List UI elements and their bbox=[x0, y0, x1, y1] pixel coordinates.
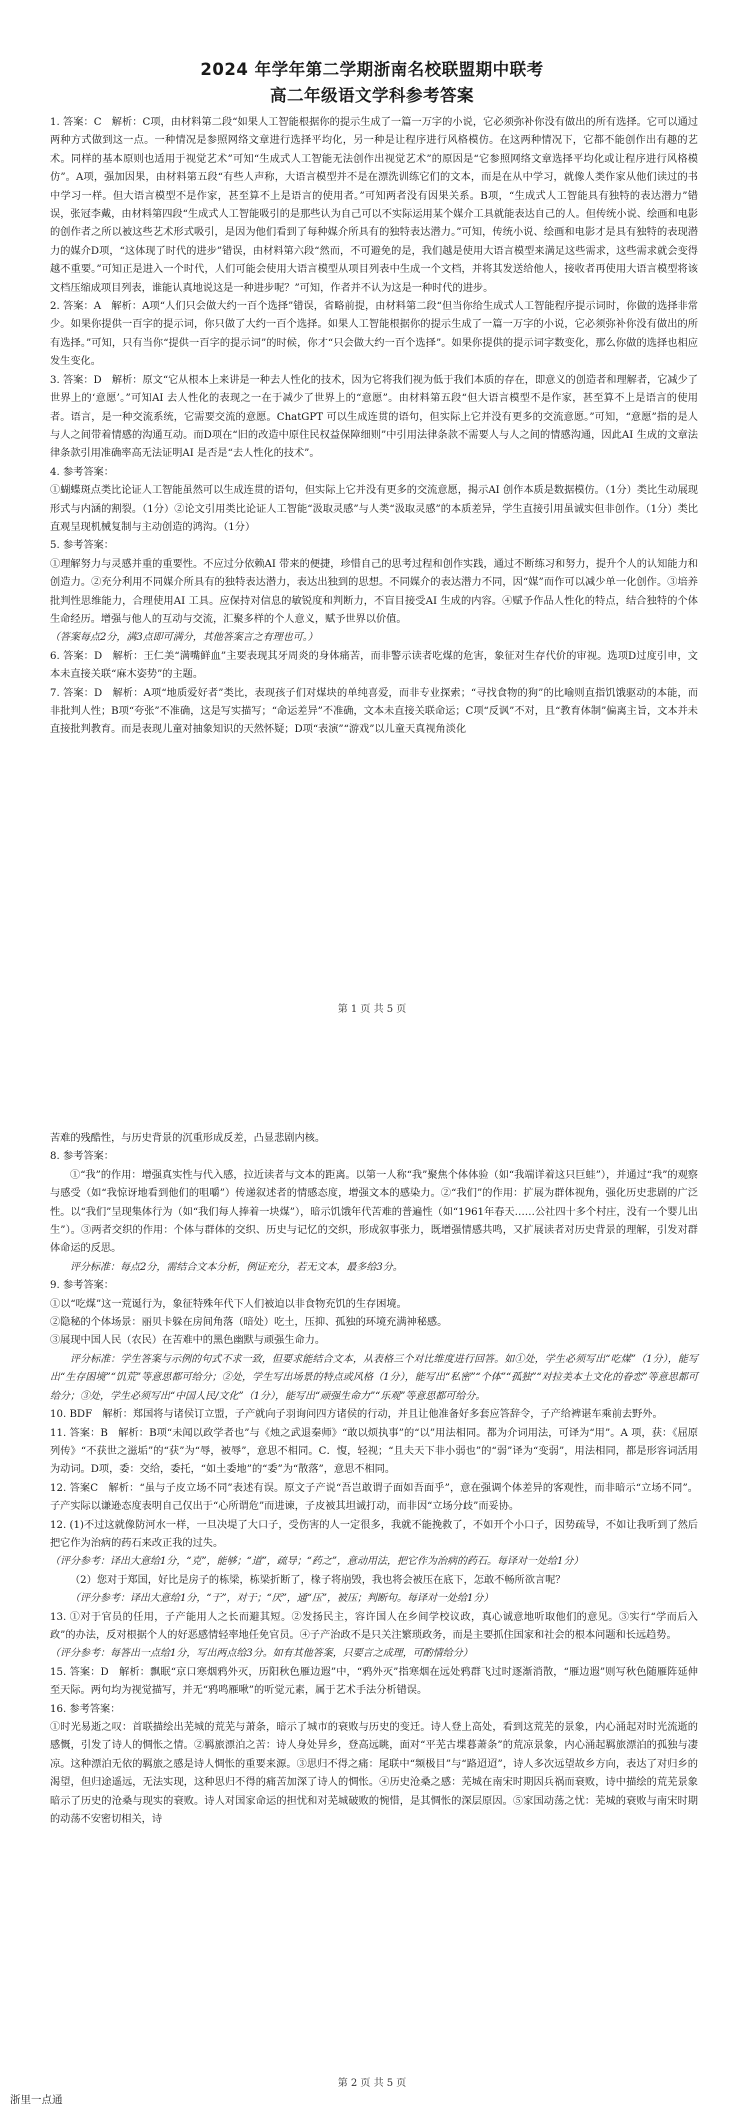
answer-q10: 10. BDF 解析：郑国将与诸侯订立盟，子产就向子羽询问四方诸侯的行动，并且让他准备好多套应答辞令，子产给裨谌车乘前去野外。 bbox=[50, 1409, 663, 1421]
page-2 bbox=[0, 1130, 744, 2070]
answer-q16-heading: 16. 参考答案： bbox=[50, 1703, 121, 1715]
answer-q2: 2. 答案：A 解析：A项“人们只会做大约一百个选择”错误，省略前提，由材料第二段“但当你给生成式人工智能程序提示词时，你做的选择非常少。如果你提供一百字的提示词，你只做了大约一百个选择。如果人工智能根据你的提示生成了一篇一万字的小说，它必须弥补你没有做出的所有选择。”可知，只有当你“提供一百字的提示词”的时候，你才“只会做大约一百个选择”。如果你提供的提示词字数变化，那么你做的选择也相应发生变化。 bbox=[50, 301, 698, 368]
source-watermark: 浙里一点通 bbox=[10, 2094, 63, 2104]
exam-title: 2024 年学年第二学期浙南名校联盟期中联考 bbox=[200, 60, 544, 79]
page-2-footer: 第 2 页 共 5 页 bbox=[337, 2078, 407, 2089]
answer-q12-scoring-1: （评分参考：译出大意给1分，“克”，能够；“道”，疏导；“药之”，意动用法，把它作为治病的药石。每译对一处给1分） bbox=[50, 1556, 584, 1568]
answer-q12-scoring-2: （评分参考：译出大意给1分，“于”，对于；“厌”，通“压”，被压；判断句。每译对一处给1分） bbox=[70, 1593, 494, 1605]
page-1-footer: 第 1 页 共 5 页 bbox=[337, 1004, 407, 1015]
answer-q8-heading: 8. 参考答案： bbox=[50, 1151, 114, 1163]
answer-q13-scoring: （评分参考：每答出一点给1分，写出两点给3分。如有其他答案，只要言之成理，可酌情给分） bbox=[50, 1648, 473, 1660]
answer-q9-point-3: ③展现中国人民（农民）在苦难中的黑色幽默与顽强生命力。 bbox=[50, 1335, 326, 1347]
answer-q8-body: ①“我”的作用：增强真实性与代入感，拉近读者与文本的距离。以第一人称“我”聚焦个体体验（如“我端详着这只巨蛙”），并通过“我”的观察与感受（如“我惊讶地看到他们的咀嚼”）传递叙述者的情感态度，增强文本的感染力。②“我们”的作用：扩展为群体视角，强化历史悲剧的广泛性。以“我们”呈现集体行为（如“我们每人捧着一块煤”），暗示饥饿年代苦难的普遍性（如“1961年春天……公社四十多个村庄，没有一个婴儿出生”）。③两者交织的作用：个体与群体的交织、历史与记忆的交织，形成叙事张力，既增强情感共鸣，又扩展读者对历史背景的理解，引发对群体命运的反思。 bbox=[50, 1169, 698, 1255]
answer-q9-point-1: ①以“吃煤”这一荒诞行为，象征特殊年代下人们被迫以非食物充饥的生存困境。 bbox=[50, 1298, 407, 1310]
answer-q1: 1. 答案：C 解析：C项，由材料第二段“如果人工智能根据你的提示生成了一篇一万字的小说，它必须弥补你没有做出的所有选择。它可以通过两种方式做到这一点。一种情况是参照网络文章进行选择平均化，另一种是让程序进行风格模仿。在这两种情况下，它都不能创作出有趣的艺术。同样的基本原则也适用于视觉艺术”可知“生成式人工智能无法创作出视觉艺术”的原因是“它参照网络文章选择平均化或让程序进行风格模仿”。A项，强加因果，由材料第五段“有些人声称，大语言模型并不是在漂洗训练它们的文本，而是在从中学习，就像人类作家从他们读过的书中学习一样。但大语言模型不是作家，甚至算不上是语言的使用者。”可知两者没有因果关系。B项，“生成式人工智能具有独特的表达潜力”错误，张冠李戴，由材料第四段“生成式人工智能吸引的是那些认为自己可以不实际运用某个媒介工具就能表达自己的人。但传统小说、绘画和电影的创作者之所以被这些艺术形式吸引，是因为他们看到了每种媒介所具有的独特表达潜力。”可知，传统小说、绘画和电影才是具有独特的表现潜力的媒介D项，“这体现了时代的进步”错误，由材料第六段“然而，不可避免的是，我们越是使用大语言模型来满足这些需求，这些需求就会变得越不重要。”可知正是进入一个时代，人们可能会使用大语言模型从项目列表中生成一个文档，并将其发送给他人，接收者再使用大语言模型将该文档压缩成项目列表，谁能认真地说这是一种进步呢？”可知，作者并不认为这是一种时代的进步。 bbox=[50, 117, 698, 294]
answer-q5-heading: 5. 参考答案： bbox=[50, 540, 114, 552]
answer-q15: 15. 答案：D 解析：飘眠“京口寒烟鸦外灭，历阳秋色雁边遐”中，“鸦外灭”指寒烟在远处鸦群飞过时逐渐消散，“雁边遐”则写秋色随雁阵延伸至天际。两句均为视觉描写，并无“鸦鸣雁啾”的听觉元素，属于艺术手法分析错误。 bbox=[50, 1666, 698, 1697]
answer-q5-scoring: （答案每点2分，满3点即可满分，其他答案言之有理也可。） bbox=[50, 632, 318, 644]
answer-q7: 7. 答案：D 解析：A项“地质爱好者”类比，表现孩子们对煤块的单纯喜爱，而非专业探索；“寻找食物的狗”的比喻则直指饥饿驱动的本能，而非批判人性；B项“夸张”不准确，这是写实描写；“命运差异”不准确，文本未直接关联命运；C项“反讽”不对，且“教育体制”偏离主旨，文本并未直接批判教育。而是表现儿童对抽象知识的天然怀疑；D项“表演”“游戏”以儿童天真视角淡化 bbox=[50, 687, 698, 736]
answer-q8-scoring: 评分标准：每点2分，需结合文本分析，例证充分，若无文本，最多给3分。 bbox=[70, 1261, 403, 1273]
answer-q12c: （2）您对于郑国，好比是房子的栋梁，栋梁折断了，椽子将崩毁，我也将会被压在底下，怎敢不畅所欲言呢？ bbox=[70, 1574, 566, 1586]
answer-q9-scoring: 评分标准：学生答案与示例的句式不求一致，但要求能结合文本，从表格三个对比维度进行回答。如①处，学生必须写出“吃煤”（1分），能写出“生存困境”“饥荒”等意思都可给分；②处，学生写出场景的特点或风格（1分），能写出“私密”“个体”“孤独”“对拉美本土文化的眷恋”等意思都可给分；③处，学生必须写出“中国人民/文化”（1分），能写出“顽强生命力”“乐观”等意思都可给分。 bbox=[50, 1353, 698, 1402]
answer-q3: 3. 答案：D 解析：原文“它从根本上来讲是一种去人性化的技术，因为它将我们视为低于我们本质的存在，即意义的创造者和理解者，它减少了世界上的‘意愿’。”可知AI 去人性化的表现之一在于减少了世界上的“意愿”。由材料第五段“但大语言模型不是作家，甚至算不上是语言的使用者。语言，是一种交流系统，它需要交流的意愿。ChatGPT 可以生成连贯的语句，但实际上它并没有更多的交流意愿。”可知，“意愿”指的是人与人之间带着情感的沟通互动。而D项在“旧的改造中原住民权益保障细则”中引用法律条款不需要人与人之间的情感沟通，因此AI 生成的文章法律条款引用准确率高无法证明AI 是否是“去人性化的技术”。 bbox=[50, 374, 698, 460]
page-2-content bbox=[0, 1130, 744, 1829]
answer-q12b: 12. (1)不过这就像防河水一样，一旦决堤了大口子，受伤害的人一定很多，我就不能挽救了，不如开个小口子，因势疏导，不如让我听到了然后把它作为治病的药石来改正我的过失。 bbox=[50, 1519, 698, 1549]
page-1 bbox=[0, 0, 744, 1025]
answer-q16-body: ①时光易逝之叹：首联描绘出芜城的荒芜与萧条，暗示了城市的衰败与历史的变迁。诗人登上高处，看到这荒芜的景象，内心涌起对时光流逝的感慨，引发了诗人的惆怅之情。②羁旅漂泊之苦：诗人身处异乡，登高远眺，面对“平芜古堞暮萧条”的荒凉景象，内心涌起羁旅漂泊的孤独与凄凉。这种漂泊无依的羁旅之感是诗人惆怅的重要来源。③思归不得之痛：尾联中“频极目”与“路迢迢”，诗人多次远望故乡方向，表达了对归乡的渴望，但归途遥远，无法实现，这种思归不得的痛苦加深了诗人的惆怅。④历史沧桑之感：芜城在南宋时期因兵祸而衰败，诗中描绘的荒芜景象暗示了历史的沧桑与现实的衰败。诗人对国家命运的担忧和对芜城破败的惋惜，是其惆怅的深层原因。⑤家国动荡之忧：芜城的衰败与南宋时期的动荡不安密切相关，诗 bbox=[50, 1722, 698, 1826]
answer-q13: 13. ①对于官员的任用，子产能用人之长而避其短。②发扬民主，容许国人在乡间学校议政，真心诚意地听取他们的意见。③实行“学而后入政”的办法，反对根据个人的好恶感情轻率地任免官员。④子产治政不是只关注繁琐政务，而是主要抓住国家和社会的根本问题和长远趋势。 bbox=[50, 1611, 698, 1641]
answer-q6: 6. 答案：D 解析：王仁美“满嘴鲜血”主要表现其牙周炎的身体痛苦，而非警示读者吃煤的危害，象征对生存代价的审视。选项D过度引申，文本未直接关联“麻木姿势”的主题。 bbox=[50, 650, 698, 681]
answer-q11: 11. 答案：B 解析：B项“未闻以政学者也”与《烛之武退秦师》“敢以烦执事”的“以”用法相同。都为介词用法，可译为“用”。A 项，获：《屈原列传》“不获世之滋垢”的“获”为“辱，被辱”，意思不相同。C．愎，轻视；“且夫天下非小弱也”的“弱”译为“变弱”，用法相同，都是形容词活用为动词。D项，委：交给，委托，“如土委地”的“委”为“散落”，意思不相同。 bbox=[50, 1427, 698, 1476]
answer-q7-continued: 苦难的残酷性，与历史背景的沉重形成反差，凸显悲剧内核。 bbox=[50, 1133, 326, 1144]
answer-q5-body: ①理解努力与灵感并重的重要性。不应过分依赖AI 带来的便捷，珍惜自己的思考过程和创作实践，通过不断练习和努力，提升个人的认知能力和创造力。②充分利用不同媒介所具有的独特表达潜力，表达出独到的思想。不同媒介的表达潜力不同，因“媒”而作可以减少单一化创作。③培养批判性思维能力，合理使用AI 工具。应保持对信息的敏锐度和判断力，不盲目接受AI 生成的内容。④赋予作品人性化的特点，结合独特的个体生命经历。增强与他人的互动与交流，汇聚多样的个人意义，赋予世界以价值。 bbox=[50, 558, 698, 625]
page-1-content bbox=[0, 114, 744, 740]
answer-q9-point-2: ②隐秘的个体场景：丽贝卡躲在房间角落（暗处）吃土，压抑、孤独的环境充满神秘感。 bbox=[50, 1317, 448, 1329]
answer-q4-heading: 4. 参考答案： bbox=[50, 466, 114, 478]
answer-key-title: 高二年级语文学科参考答案 bbox=[270, 86, 474, 105]
answer-q4-body: ①蝴蝶斑点类比论证人工智能虽然可以生成连贯的语句，但实际上它并没有更多的交流意愿，揭示AI 创作本质是数据模仿。（1分）类比生动展现形式与内涵的割裂。（1分）②论文引用类比论证人工智能“汲取灵感”与人类“汲取灵感”的本质差异，学生直接引用虽诚实但非创作。（1分）类比直观呈现机械复制与主动创造的鸿沟。（1分） bbox=[50, 485, 698, 533]
answer-q12a: 12. 答案C 解析：“虽与子皮立场不同”表述有误。原文子产说“吾岂敢谓子面如吾面乎”，意在强调个体差异的客观性，而非暗示“立场不同”。子产实际以谦逊态度表明自己仅出于“心所谓危”而进谏，子皮被其坦诚打动，而非因“立场分歧”而妥协。 bbox=[50, 1482, 698, 1513]
answer-q9-heading: 9. 参考答案： bbox=[50, 1280, 114, 1292]
